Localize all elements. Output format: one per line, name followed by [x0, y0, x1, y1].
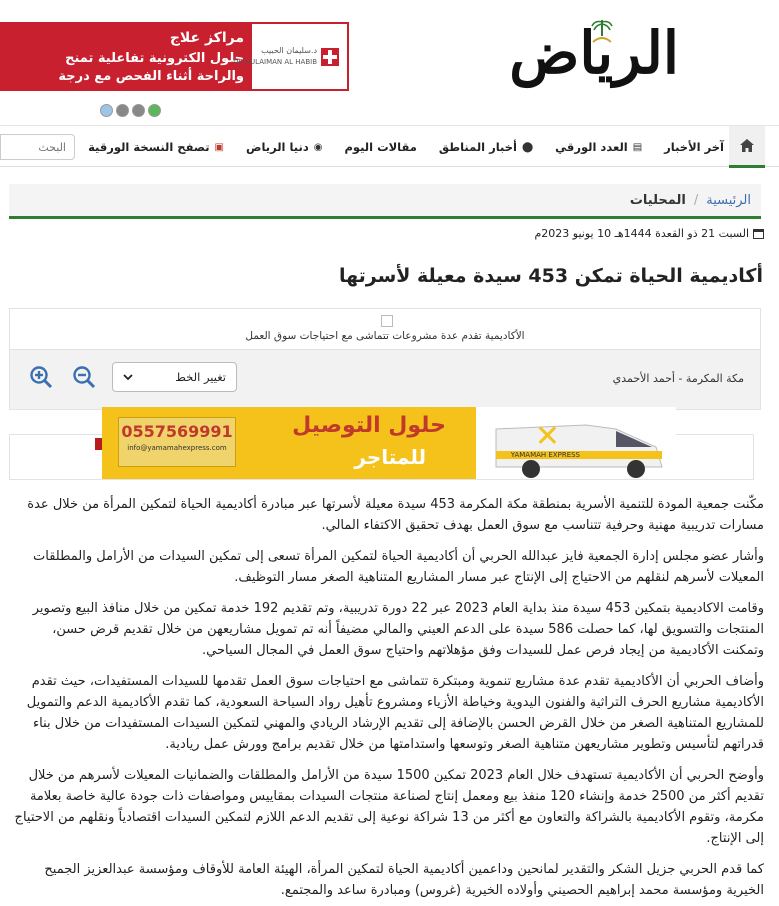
nav-items: [88, 126, 724, 168]
nav-item-print-issue[interactable]: [555, 140, 642, 154]
theme-dot-3[interactable]: [132, 104, 145, 117]
logo-wordmark: الرياض: [509, 19, 679, 87]
ad-line-3: والراحة أثناء الفحص مع درجة: [58, 69, 244, 84]
theme-dot-2[interactable]: [116, 104, 129, 117]
medical-cross-icon: [321, 48, 339, 66]
globe-icon: ◉: [313, 141, 323, 153]
nav-item-label: دنيا الرياض: [245, 140, 309, 154]
yamamah-x-logo-icon: ✕: [534, 419, 560, 454]
home-icon: [740, 139, 754, 152]
pdf-icon: ▣: [214, 141, 224, 153]
zoom-in-icon[interactable]: [29, 365, 53, 389]
article-body: [12, 494, 764, 906]
nav-item-regions[interactable]: [439, 140, 533, 154]
ad-phone: 0557569991: [121, 422, 233, 441]
chevron-down-icon: [123, 374, 133, 381]
nav-item-articles[interactable]: [344, 140, 416, 154]
image-caption: الأكاديمية تقدم عدة مشروعات تتماشى مع احتياجات سوق العمل: [245, 330, 525, 342]
article-paragraph: كما قدم الحربي جزيل الشكر والتقدير لمانحين وداعمين أكاديمية الحياة لتمكين المرأة، الهيئة العامة للأوقاف ومؤسسة عبدالعزيز الجميح الخيرية ومؤسسة محمد إبراهيم الحصيني وأولاده الخيرية (غروس) ومبادرة ساعد والمجتمع.: [44, 862, 764, 898]
article-paragraph: وأوضح الحربي أن الأكاديمية تستهدف خلال العام 2023 تمكين 1500 سيدة من الأرامل والمطلقات والضمانيات المعيلات لأسرهم من خلال تقديم أكثر من 2500 خدمة وإنشاء 120 منفذ بيع ومعمل إنتاج لصناعة منتجات السيدات بمقاييس ومواصفات ذات جودة عالية خاصة بعلامة مكرمة، وتقوم الأكاديمية بالشراكة والتعاون مع أكثر من 13 شراكة نوعية إلى تقديم الدعم اللازم لتمكين السيدات اقتصادياً ونقلهم من الاحتياج إلى الإنتاج.: [14, 768, 764, 846]
ad-headline-1: حلول التوصيل: [292, 413, 446, 438]
nav-home-button[interactable]: [729, 126, 765, 168]
article-image-block: [9, 308, 761, 410]
nav-item-label: مقالات اليوم: [344, 140, 417, 154]
breadcrumb-home-link[interactable]: الرئيسية: [706, 192, 751, 208]
ad-headline-2: للمتاجر: [354, 445, 426, 469]
article-paragraph: وأضاف الحربي أن الأكاديمية تقدم عدة مشاريع تنموية ومبتكرة تتماشى مع احتياجات سوق العمل تقدمها للسيدات المستفيدات، حيث تقدم الأكاديمية مشاريع الحرف التراثية والفنون اليدوية وخياطة الأزياء ومشروع تأهيل رواد السياحة السعودية، كما تقدم الأكاديمية الدعم والتمويل للمشاريع المتناهية الصغر من خلال القرض الحسن بالإضافة إلى تقديم الإرشاد الريادي والمهني لتمكين السيدات المستفيدات من خلال بناء قدراتهم لتأسيس وتطوير مشاريعهن متناهية الصغر وتوسعها واستدامتها من خلال تقديم برامج وورش عمل ريادية.: [26, 674, 764, 752]
site-header: [0, 0, 779, 125]
nav-item-label: آخر الأخبار: [664, 140, 724, 154]
theme-dot-1[interactable]: [100, 104, 113, 117]
zoom-out-icon[interactable]: [72, 365, 96, 389]
article-date-text: السبت 21 ذو القعدة 1444هـ 10 يونيو 2023م: [534, 227, 749, 240]
article-title: أكاديمية الحياة تمكن 453 سيدة معيلة لأسرتها: [338, 265, 763, 287]
font-select[interactable]: [112, 362, 237, 392]
nav-item-label: العدد الورقي: [555, 140, 628, 154]
broken-image-icon: [381, 315, 393, 327]
theme-dots: [100, 104, 161, 117]
nav-item-riyadh-world[interactable]: [246, 140, 323, 154]
article-author: مكة المكرمة - أحمد الأحمدي: [612, 372, 744, 385]
ad-red-panel: [2, 24, 252, 89]
article-paragraph: وأشار عضو مجلس إدارة الجمعية فايز عبدالله الحربي أن أكاديمية الحياة لتمكين المرأة تسعى إلى تمكين السيدات من الأرامل والمطلقات المعيلات لأسرهم لنقلهم من الاحتياج إلى الإنتاج عبر مسار المشاريع المتناهية الصغر مسار التوظيف.: [33, 549, 764, 585]
site-logo[interactable]: [459, 14, 679, 94]
brand-en: YAMAMAH EXPRESS: [510, 451, 580, 459]
search-input[interactable]: [0, 134, 75, 160]
article-paragraph: وقامت الاكاديمية بتمكين 453 سيدة منذ بداية العام 2023 عبر 22 دورة تدريبية، وتم تقديم 192 خدمة تمكين من خلال منافذ البيع وتصوير المنتجات والتسويق لها، كما حصلت 586 سيدة على الدعم العيني والمالي مضيفاً أنه تم تمويل مشاريعهن من خلال تقديم قرض حسن، وتمكنت الأكاديمية من إيجاد فرص عمل للسيدات وفق مؤهلاتهم واحتياج سوق العمل في المجال السياحي.: [32, 601, 764, 658]
nav-item-latest[interactable]: [664, 140, 724, 154]
ad-email: info@yamamahexpress.com: [127, 444, 227, 452]
article-toolbar: [10, 349, 760, 409]
nav-item-label: تصفح النسخة الورقية: [88, 140, 210, 154]
font-select-label: تغيير الخط: [175, 370, 226, 384]
breadcrumb: [9, 184, 761, 219]
newspaper-icon: ▤: [632, 141, 643, 153]
theme-dot-4[interactable]: [148, 104, 161, 117]
clinic-name-ar: د.سليمان الحبيب: [261, 46, 317, 55]
ad-line-1: مراكز علاج: [169, 30, 244, 46]
yamamah-ad[interactable]: [102, 407, 676, 479]
header-ad-banner[interactable]: [0, 22, 349, 91]
nav-item-label: أخبار المناطق: [438, 140, 517, 154]
clinic-name-en: DR SULAIMAN AL HABIB: [233, 58, 317, 66]
map-pin-icon: ⬤: [521, 141, 534, 153]
yamamah-brand: [490, 421, 580, 465]
article-date: [534, 227, 764, 240]
article-paragraph: مكّنت جمعية المودة للتنمية الأسرية بمنطقة مكة المكرمة 453 سيدة معيلة لأسرتها عبر مبادرة أكاديمية الحياة لتمكين المرأة من خلال عدة مسارات تدريبية مهنية وحرفية تتناسب مع سوق العمل بهدف تحقيق الاكتفاء المالي.: [27, 497, 764, 533]
main-nav: [0, 125, 779, 167]
clinic-logo: [233, 38, 343, 78]
ad-line-2: حلول الكترونية تفاعلية تمنح: [65, 51, 244, 66]
nav-item-browse-print[interactable]: [88, 140, 224, 154]
breadcrumb-separator: /: [693, 192, 699, 208]
calendar-icon: [753, 228, 764, 239]
ad-phone-box: [118, 417, 236, 467]
breadcrumb-current[interactable]: المحليات: [629, 192, 686, 208]
